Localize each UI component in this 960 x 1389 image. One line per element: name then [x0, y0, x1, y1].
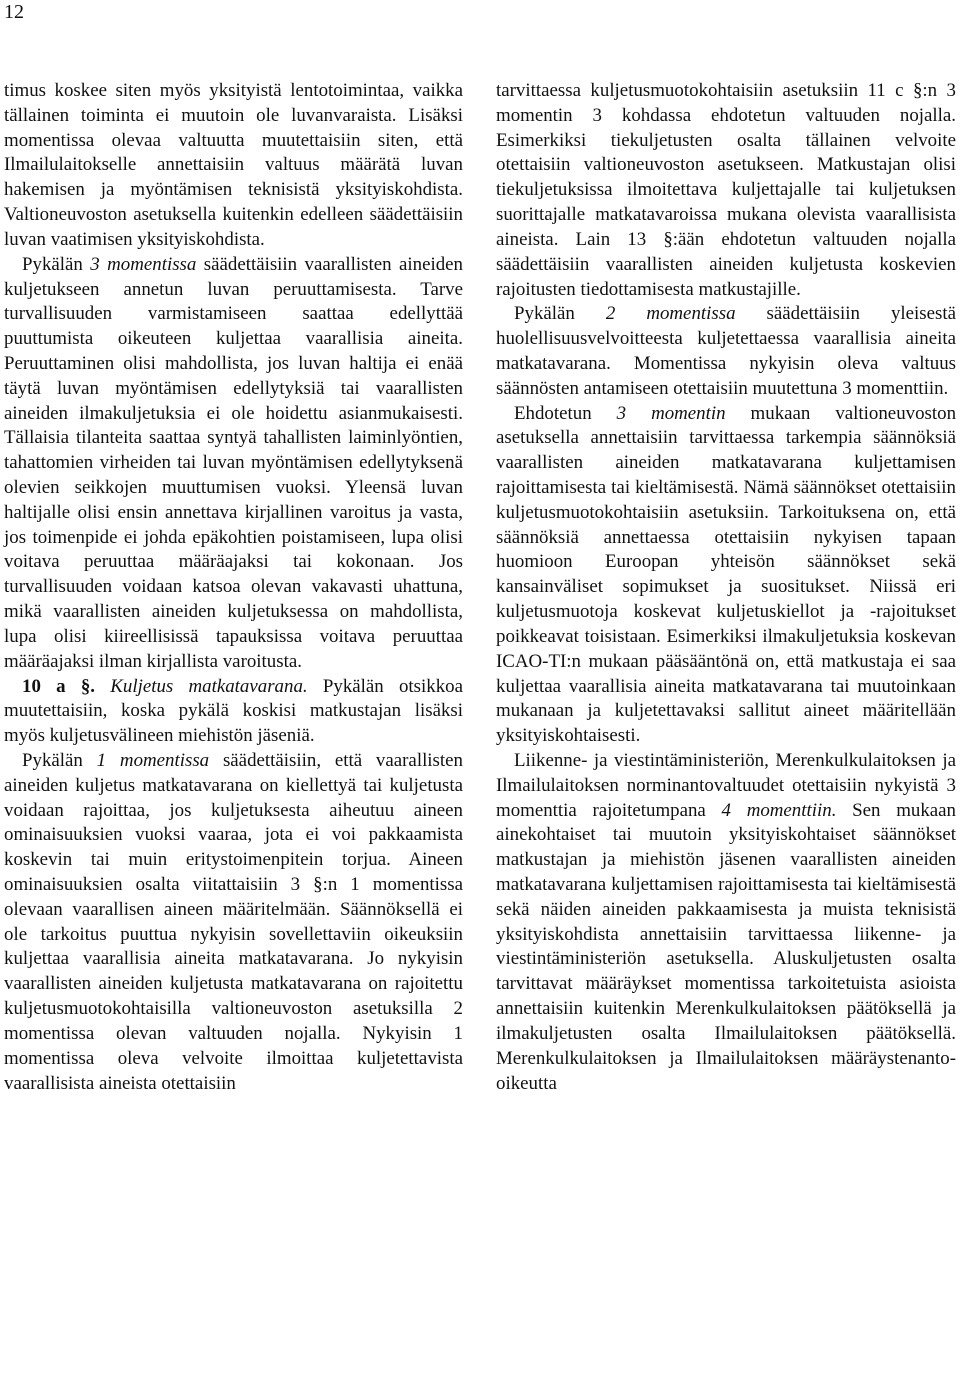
right-paragraph-2 — [496, 302, 956, 401]
left-paragraph-3 — [4, 675, 463, 749]
left-column — [4, 79, 463, 1096]
right-paragraph-3-body: mukaan valtioneuvoston asetuksella annettaisiin tarvittaessa tarkempia säännöksiä vaarallisten aineiden matkatavarana kuljettamisen rajoittamisesta tai kieltämisestä. Nämä säännökset otettaisiin kuljetusmuotokohtaisiin asetuksiin. Tarkoituksena on, että säännöksiä annettaessa otettaisiin nykyisen tapaan huomioon Euroopan yhteisön säännökset sekä kansainväliset sopimukset ja suositukset. Niissä eri kuljetusmuotoja koskevat kuljetuskiellot ja -rajoitukset poikkeavat toisistaan. Esimerkiksi ilmakuljetuksia koskevan ICAO-TI:n mukaan pääsääntönä on, että matkustaja ei saa kuljettaa vaarallisia aineita matkatavarana tai muutoinkaan mukanaan ja kuljetettavaksi sallitut aineet määritellään yksityiskohtaisesti. — [496, 402, 957, 747]
right-paragraph-3-emphasis: 3 momentin — [616, 402, 726, 424]
right-paragraph-2-body: säädettäisiin yleisestä huolellisuusvelvoitteesta kuljetettaessa vaarallisia aineita matkatavarana. Momentissa nykyisin oleva valtuus säännösten antamiseen otettaisiin muutettuna 3 momenttiin. — [496, 303, 956, 399]
right-paragraph-4 — [496, 749, 956, 1096]
left-paragraph-2 — [4, 253, 463, 675]
left-paragraph-2-emphasis: 3 momentissa — [90, 253, 197, 275]
right-paragraph-3-lead: Ehdotetun — [514, 402, 617, 424]
right-paragraph-4-emphasis: 4 momenttiin. — [721, 799, 837, 821]
right-paragraph-4-lead: Liikenne- ja viestintäministeriön, Merenkulkulaitoksen ja Ilmailulaitoksen norminantovaltuudet otettaisiin nykyistä 3 momenttia rajoitetumpana — [496, 749, 956, 821]
right-paragraph-2-lead: Pykälän — [514, 303, 606, 325]
left-paragraph-4-lead: Pykälän — [22, 749, 97, 771]
left-paragraph-4-body: säädettäisiin, että vaarallisten aineiden kuljetus matkatavarana on kiellettyä tai kuljetusta voidaan rajoittaa, jos kuljetuksesta aiheutuu aineen ominaisuuksien vuoksi vaaraa, jota ei voi pakkaamista koskevin tai muin eritystoimenpitein torjua. Aineen ominaisuuksien osalta viitattaisiin 3 §:n 1 momentissa olevaan vaarallisen aineen määritelmään. Säännöksellä ei ole tarkoitus puuttua nykyisin sovellettaviin oikeuksiin kuljettaa vaarallisia aineita matkatavarana. Jo nykyisin vaarallisten aineiden kuljetusta matkatavarana on rajoitettu kuljetusmuotokohtaisilla valtioneuvoston asetuksilla 2 momentissa olevan valtuuden nojalla. Nykyisin 1 momentissa oleva velvoite ilmoittaa kuljetettavista vaarallisista aineista otettaisiin — [4, 749, 463, 1094]
right-paragraph-1: tarvittaessa kuljetusmuotokohtaisiin asetuksiin 11 c §:n 3 momentin 3 kohdassa ehdotetun valtuuden nojalla. Esimerkiksi tiekuljetusten osalta tällainen velvoite otettaisiin valtioneuvoston asetukseen. Matkustajan olisi tiekuljetuksissa ilmoitettava kuljettajalle tai kuljetuksen suorittajalle matkatavaroissa mukana olevista vaarallisista aineista. Lain 13 §:ään ehdotetun valtuuden nojalla säädettäisiin vaarallisten aineiden kuljetusta koskevien rajoitusten tiedottamisesta matkustajille. — [496, 80, 956, 300]
right-paragraph-3 — [496, 402, 956, 749]
section-title-10a: Kuljetus matkatavarana. — [110, 675, 308, 697]
right-paragraph-2-emphasis: 2 momentissa — [605, 303, 736, 325]
left-paragraph-2-lead: Pykälän — [22, 253, 91, 275]
right-paragraph-4-body: Sen mukaan ainekohtaiset tai muutoin yksityiskohtaiset säännökset matkustajan ja miehistön jäsenen vaarallisten aineiden matkatavarana kuljettamisen rajoittamisesta tai kieltämisestä sekä näiden aineiden pakkaamisesta ja muista teknisistä yksityiskohdista annettaisiin tarvittaessa liikenne- ja viestintäministeriön asetuksella. Aluskuljetusten osalta tarvittavat määräykset momentissa tarkoitetuista asioista annettaisiin kuitenkin Merenkulkulaitoksen päätöksellä ja ilmakuljetusten osalta Ilmailulaitoksen päätöksellä. Merenkulkulaitoksen ja Ilmailulaitoksen määräystenanto-oikeutta — [496, 799, 956, 1094]
left-paragraph-1: timus koskee siten myös yksityistä lentotoimintaa, vaikka tällainen toiminta ei muutoin ole luvanvaraista. Lisäksi momentissa olevaa valtuutta muutettaisiin siten, että Ilmailulaitokselle annettaisiin valtuus määrätä luvan hakemisen ja myöntämisen teknisistä yksityiskohdista. Valtioneuvoston asetuksella kuitenkin edelleen säädettäisiin luvan vaatimisen yksityiskohdista. — [4, 80, 463, 250]
left-paragraph-3-body: Pykälän otsikkoa muutettaisiin, koska pykälä koskisi matkustajan lisäksi myös kuljetusvälineen miehistön jäseniä. — [4, 675, 463, 747]
left-paragraph-2-body: säädettäisiin vaarallisten aineiden kuljetukseen annetun luvan peruuttamisesta. Tarve turvallisuuden varmistamiseen saattaa edellyttää puuttumista oikeuteen kuljettaa vaarallisia aineita. Peruuttaminen olisi mahdollista, jos luvan haltija ei enää täytä luvan myöntämisen edellytyksiä tai vaarallisten aineiden ilmakuljetuksia ei ole hoidettu asianmukaisesti. Tällaisia tilanteita saattaa syntyä tahallisten laiminlyöntien, tahattomien virheiden tai luvan myöntämisen edellytyksenä olevien seikkojen muuttumisen vuoksi. Yleensä luvan haltijalle olisi ensin annettava kirjallinen varoitus ja vasta, jos toimenpide ei johda epäkohtien poistamiseen, lupa olisi voitava peruuttaa määräajaksi tai kokonaan. Jos turvallisuuden voidaan katsoa olevan vakavasti uhattuna, mikä vaarallisten aineiden kuljetuksessa on mahdollista, lupa olisi kiireellisissä tapauksissa voitava peruuttaa määräajaksi ilman kirjallista varoitusta. — [4, 253, 463, 672]
section-heading-10a: 10 a §. — [22, 675, 96, 697]
page-number: 12 — [4, 1, 24, 23]
left-paragraph-4-emphasis: 1 momentissa — [96, 749, 210, 771]
left-paragraph-4 — [4, 749, 463, 1096]
right-column — [496, 79, 956, 1096]
